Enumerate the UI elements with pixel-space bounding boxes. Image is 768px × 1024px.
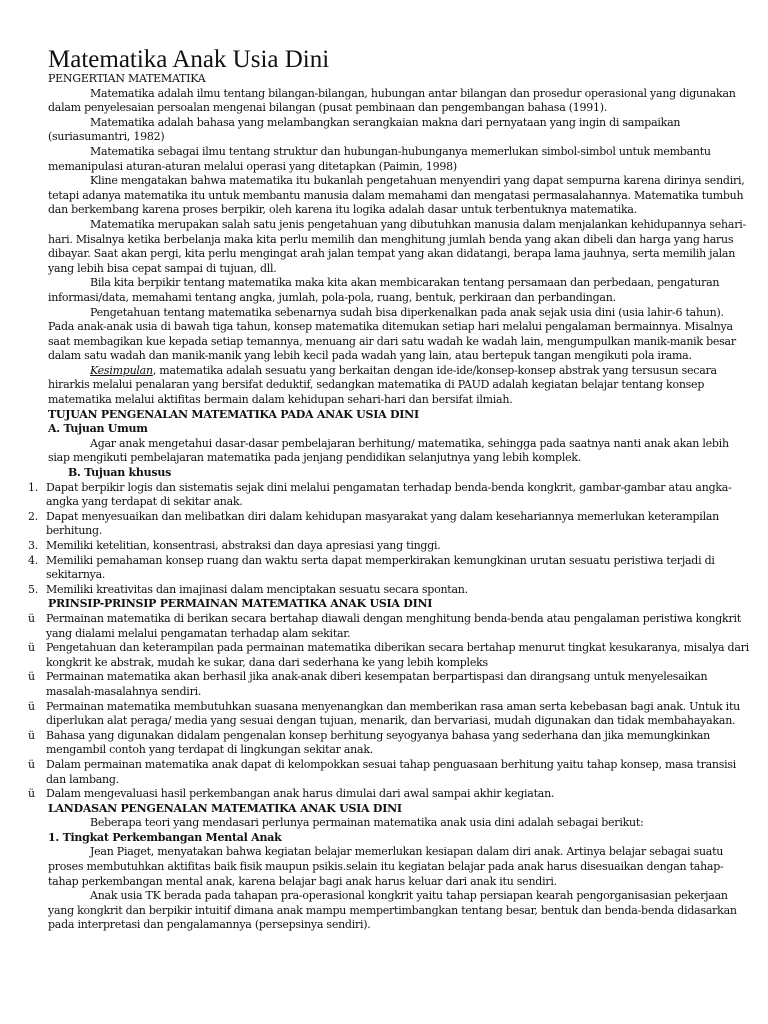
list-item bbox=[28, 758, 750, 787]
paragraph: Kline mengatakan bahwa matematika itu bukanlah pengetahuan menyendiri yang dapat sempurna karena dirinya sendiri, tetapi adanya matematika itu untuk membantu manusia dalam memahami dan mengatasi permasalahannya. Matematika tumbuh dan berkembang karena proses berpikir, oleh karena itu logika adalah dasar untuk terbentuknya matematika. bbox=[48, 174, 745, 217]
document-page bbox=[28, 48, 750, 933]
paragraph: Agar anak mengetahui dasar-dasar pembelajaran berhitung/ matematika, sehingga pada saatnya nanti anak akan lebih siap mengikuti pembelajaran matematika pada jenjang pendidikan selanjutnya yang lebih komplek. bbox=[48, 436, 729, 465]
list-text: Dalam permainan matematika anak dapat di kelompokkan sesuai tahap penguasaan berhitung yaitu tahap konsep, masa transisi dan lambang. bbox=[46, 757, 737, 786]
list-text: Pengetahuan dan keterampilan pada permainan matematika diberikan secara bertahap menurut tingkat kesukaranya, misalya dari kongkrit ke abstrak, mudah ke sukar, dana dari sederhana ke yang lebih kompleks bbox=[46, 641, 749, 669]
paragraph: Matematika merupakan salah satu jenis pengetahuan yang dibutuhkan manusia dalam menjalankan kehidupannya sehari-hari. Misalnya ketika berbelanja maka kita perlu memilih dan menghitung jumlah benda yang akan dibeli dan harga yang harus dibayar. Saat akan pergi, kita perlu mengingat arah jalan tempat yang akan didatangi, berapa lama jauhnya, serta memilih jalan yang lebih bisa cepat sampai di tujuan, dll. bbox=[48, 217, 746, 275]
list-text: Dalam mengevaluasi hasil perkembangan anak harus dimulai dari awal sampai akhir kegiatan. bbox=[46, 787, 555, 801]
paragraph: Anak usia TK berada pada tahapan pra-operasional kongkrit yaitu tahap persiapan kearah pengorganisasian pekerjaan yang kongkrit dan berpikir intuitif dimana anak mampu mempertimbangkan tentang besar, bentuk dan benda-benda didasarkan pada interpretasi dan pengalamannya (persepsinya sendiri). bbox=[48, 889, 737, 932]
checkmark-bullet-icon: ü bbox=[28, 757, 35, 771]
list-text: Dapat menyesuaikan dan melibatkan diri dalam kehidupan masyarakat yang dalam kesehariannya memerlukan keterampilan berhitung. bbox=[46, 509, 719, 538]
paragraph: Beberapa teori yang mendasari perlunya permainan matematika anak usia dini adalah sebagai berikut: bbox=[90, 816, 644, 830]
list-text: Dapat berpikir logis dan sistematis sejak dini melalui pengamatan terhadap benda-benda kongkrit, gambar-gambar atau angka-angka yang terdapat di sekitar anak. bbox=[46, 480, 732, 509]
list-item bbox=[28, 787, 750, 802]
list-item bbox=[28, 539, 750, 554]
paragraph: Matematika adalah ilmu tentang bilangan-bilangan, hubungan antar bilangan dan prosedur operasional yang digunakan dalam penyelesaian persoalan mengenai bilangan (pusat pembinaan dan pengembangan bahasa (1991). bbox=[48, 86, 736, 115]
list-text: Memiliki kreativitas dan imajinasi dalam menciptakan sesuatu secara spontan. bbox=[46, 582, 468, 596]
list-item bbox=[28, 481, 750, 510]
subheading-tingkat-perkembangan: 1. Tingkat Perkembangan Mental Anak bbox=[48, 830, 282, 844]
paragraph: Jean Piaget, menyatakan bahwa kegiatan belajar memerlukan kesiapan dalam diri anak. Artinya belajar sebagai suatu proses membutuhkan aktifitas baik fisik maupun psikis.selain itu kegiatan belajar pada anak harus disesuaikan dengan tahap-tahap perkembangan mental anak, karena belajar bagi anak harus keluar dari anak itu sendiri. bbox=[48, 845, 724, 888]
list-number: 1. bbox=[28, 480, 38, 494]
list-item bbox=[28, 700, 750, 729]
list-text: Memiliki pemahaman konsep ruang dan waktu serta dapat memperkirakan kemungkinan urutan sesuatu peristiwa terjadi di sekitarnya. bbox=[46, 553, 715, 582]
list-item bbox=[28, 510, 750, 539]
list-item bbox=[28, 612, 750, 641]
paragraph: Pengetahuan tentang matematika sebenarnya sudah bisa diperkenalkan pada anak sejak usia dini (usia lahir-6 tahun). Pada anak-anak usia di bawah tiga tahun, konsep matematika ditemukan setiap hari melalui pengalaman bermainnya. Misalnya saat membagikan kue kepada setiap temannya, menuang air dari satu wadah ke wadah lain, mengumpulkan manik-manik besar dalam satu wadah dan manik-manik yang lebih kecil pada wadah yang lain, atau bertepuk tangan mengikuti pola irama. bbox=[48, 305, 736, 363]
kesimpulan-label: Kesimpulan bbox=[90, 363, 153, 377]
kesimpulan-paragraph bbox=[48, 364, 750, 408]
list-text: Permainan matematika membutuhkan suasana menyenangkan dan memberikan rasa aman serta kebebasan bagi anak. Untuk itu diperlukan alat peraga/ media yang sesuai dengan tujuan, menarik, dan bervariasi, mudah digunakan dan tidak membahayakan. bbox=[46, 699, 740, 728]
list-text: Permainan matematika akan berhasil jika anak-anak diberi kesempatan berpartispasi dan dirangsang untuk menyelesaikan masalah-masalahnya sendiri. bbox=[46, 670, 708, 698]
list-number: 2. bbox=[28, 509, 38, 523]
paragraph: Bila kita berpikir tentang matematika maka kita akan membicarakan tentang persamaan dan perbedaan, pengaturan informasi/data, memahami tentang angka, jumlah, pola-pola, ruang, bentuk, perkiraan dan perbandingan. bbox=[48, 276, 720, 304]
section-heading-prinsip: PRINSIP-PRINSIP PERMAINAN MATEMATIKA ANAK USIA DINI bbox=[48, 597, 433, 611]
section-heading-tujuan: TUJUAN PENGENALAN MATEMATIKA PADA ANAK USIA DINI bbox=[48, 407, 419, 421]
numbered-list bbox=[28, 481, 750, 598]
section-heading-pengertian: PENGERTIAN MATEMATIKA bbox=[48, 72, 206, 85]
kesimpulan-text: , matematika adalah sesuatu yang berkaitan dengan ide-ide/konsep-konsep abstrak yang tersusun secara hirarkis melalui penalaran yang bersifat deduktif, sedangkan matematika di PAUD adalah kegiatan belajar tentang konsep matematika melalui aktifitas bermain dalam kehidupan sehari-hari dan bersifat ilmiah. bbox=[48, 363, 717, 407]
list-number: 5. bbox=[28, 582, 38, 596]
checkmark-bullet-icon: ü bbox=[28, 699, 35, 713]
list-number: 4. bbox=[28, 553, 38, 567]
bullet-list bbox=[28, 612, 750, 802]
section-heading-landasan: LANDASAN PENGENALAN MATEMATIKA ANAK USIA DINI bbox=[48, 801, 402, 815]
list-item bbox=[28, 670, 750, 699]
subheading-tujuan-khusus: B. Tujuan khusus bbox=[68, 466, 172, 480]
checkmark-bullet-icon: ü bbox=[28, 611, 35, 625]
list-number: 3. bbox=[28, 539, 38, 552]
list-item bbox=[28, 729, 750, 758]
list-item bbox=[28, 554, 750, 583]
list-item bbox=[28, 641, 750, 670]
checkmark-bullet-icon: ü bbox=[28, 787, 35, 801]
document-body bbox=[28, 72, 750, 933]
subheading-tujuan-umum: A. Tujuan Umum bbox=[48, 422, 148, 436]
list-text: Bahasa yang digunakan didalam pengenalan konsep berhitung seyogyanya bahasa yang sederhana dan jika memungkinkan mengambil contoh yang terdapat di lingkungan sekitar anak. bbox=[46, 728, 710, 757]
checkmark-bullet-icon: ü bbox=[28, 728, 35, 742]
list-text: Memiliki ketelitian, konsentrasi, abstraksi dan daya apresiasi yang tinggi. bbox=[46, 539, 441, 552]
list-item bbox=[28, 583, 750, 598]
paragraph: Matematika adalah bahasa yang melambangkan serangkaian makna dari pernyataan yang ingin di sampaikan (suriasumantri, 1982) bbox=[48, 115, 681, 144]
document-title: Matematika Anak Usia Dini bbox=[48, 46, 330, 73]
paragraph: Matematika sebagai ilmu tentang struktur dan hubungan-hubunganya memerlukan simbol-simbol untuk membantu memanipulasi aturan-aturan melalui operasi yang ditetapkan (Paimin, 1998) bbox=[48, 144, 711, 173]
list-text: Permainan matematika di berikan secara bertahap diawali dengan menghitung benda-benda atau pengalaman peristiwa kongkrit yang dialami melalui pengamatan terhadap alam sekitar. bbox=[46, 611, 741, 640]
checkmark-bullet-icon: ü bbox=[28, 641, 35, 655]
checkmark-bullet-icon: ü bbox=[28, 670, 35, 684]
